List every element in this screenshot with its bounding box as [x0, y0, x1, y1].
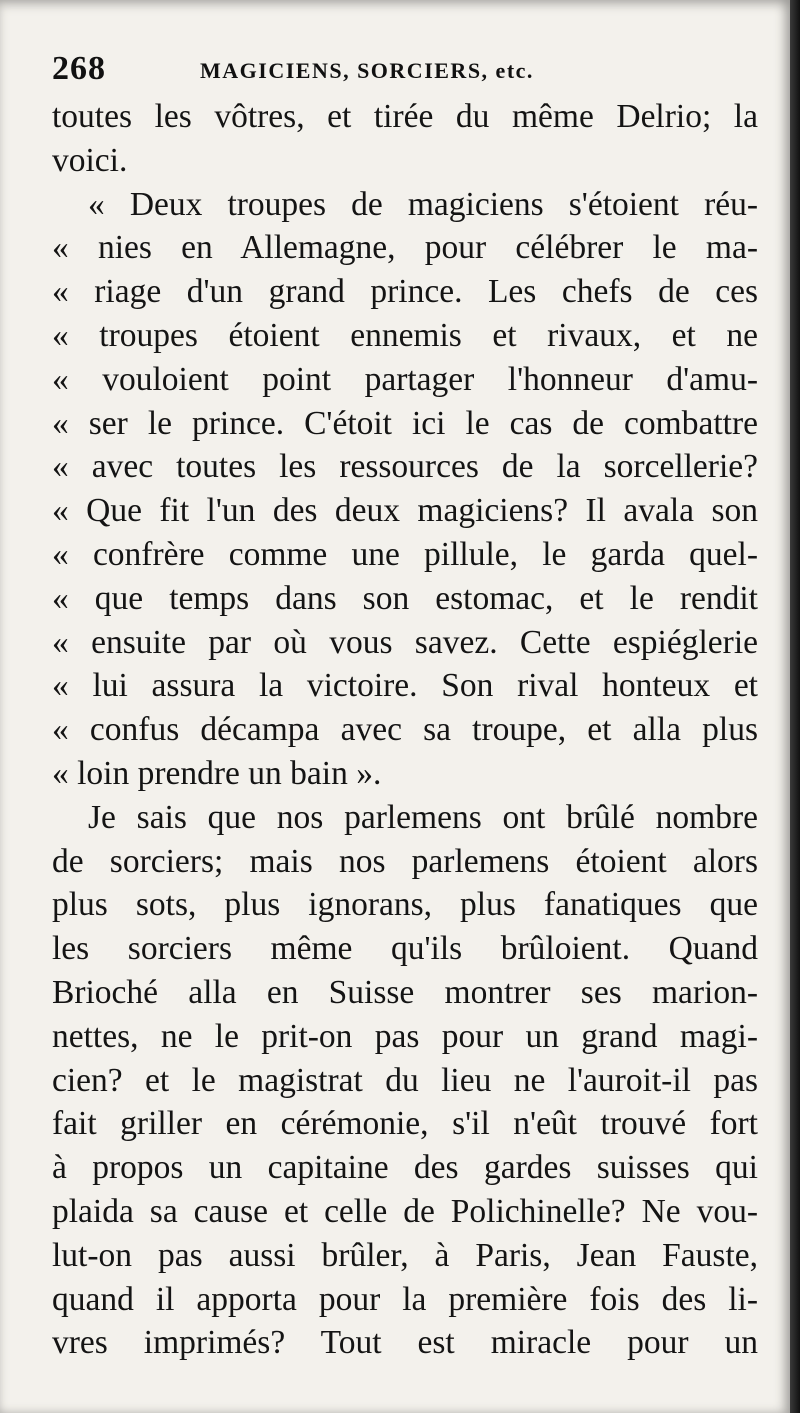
- text-line: voici.: [52, 141, 128, 179]
- text-line: « riage d'un grand prince. Les chefs de ces: [52, 273, 758, 311]
- text-line: « ensuite par où vous savez. Cette espiéglerie: [52, 623, 758, 661]
- text-line: toutes les vôtres, et tirée du même Delrio; la: [52, 98, 758, 135]
- text-line: « que temps dans son estomac, et le rendit: [52, 579, 758, 617]
- text-line: « vouloient point partager l'honneur d'amu-: [52, 360, 758, 398]
- page-edge-shadow: [790, 0, 800, 1413]
- text-line: plaida sa cause et celle de Polichinelle? Ne vou-: [52, 1192, 758, 1230]
- text-line: lut-on pas aussi brûler, à Paris, Jean Fauste,: [52, 1236, 758, 1274]
- text-line: cien? et le magistrat du lieu ne l'auroit-il pas: [52, 1061, 758, 1099]
- text-line: « confus décampa avec sa troupe, et alla plus: [52, 711, 758, 749]
- text-line: les sorciers même qu'ils brûloient. Quand: [52, 930, 758, 968]
- body-text: [52, 95, 758, 1365]
- text-line: Je sais que nos parlemens ont brûlé nombre: [88, 798, 758, 836]
- text-line: « troupes étoient ennemis et rivaux, et ne: [52, 316, 758, 354]
- text-line: « ser le prince. C'étoit ici le cas de combattre: [52, 404, 758, 442]
- page-header: [52, 50, 752, 90]
- text-line: à propos un capitaine des gardes suisses qui: [52, 1149, 758, 1187]
- running-title: MAGICIENS, SORCIERS, etc.: [200, 58, 534, 83]
- page-number: 268: [52, 50, 106, 87]
- text-line: « lui assura la victoire. Son rival honteux et: [52, 667, 758, 705]
- text-line: « Deux troupes de magiciens s'étoient réu-: [88, 185, 758, 223]
- text-line: « avec toutes les ressources de la sorcellerie?: [52, 448, 758, 486]
- text-line: « Que fit l'un des deux magiciens? Il avala son: [52, 492, 758, 530]
- text-line: plus sots, plus ignorans, plus fanatiques que: [52, 886, 758, 924]
- text-line: fait griller en cérémonie, s'il n'eût trouvé fort: [52, 1105, 758, 1143]
- text-line: « confrère comme une pillule, le garda quel-: [52, 535, 758, 573]
- text-line: de sorciers; mais nos parlemens étoient alors: [52, 842, 758, 880]
- text-line: « loin prendre un bain ».: [52, 754, 382, 792]
- text-line: Brioché alla en Suisse montrer ses marion-: [52, 973, 758, 1011]
- text-line: vres imprimés? Tout est miracle pour un: [52, 1324, 758, 1362]
- text-line: nettes, ne le prit-on pas pour un grand magi-: [52, 1017, 758, 1055]
- text-line: quand il apporta pour la première fois des li-: [52, 1280, 758, 1318]
- text-line: « nies en Allemagne, pour célébrer le ma-: [52, 229, 758, 267]
